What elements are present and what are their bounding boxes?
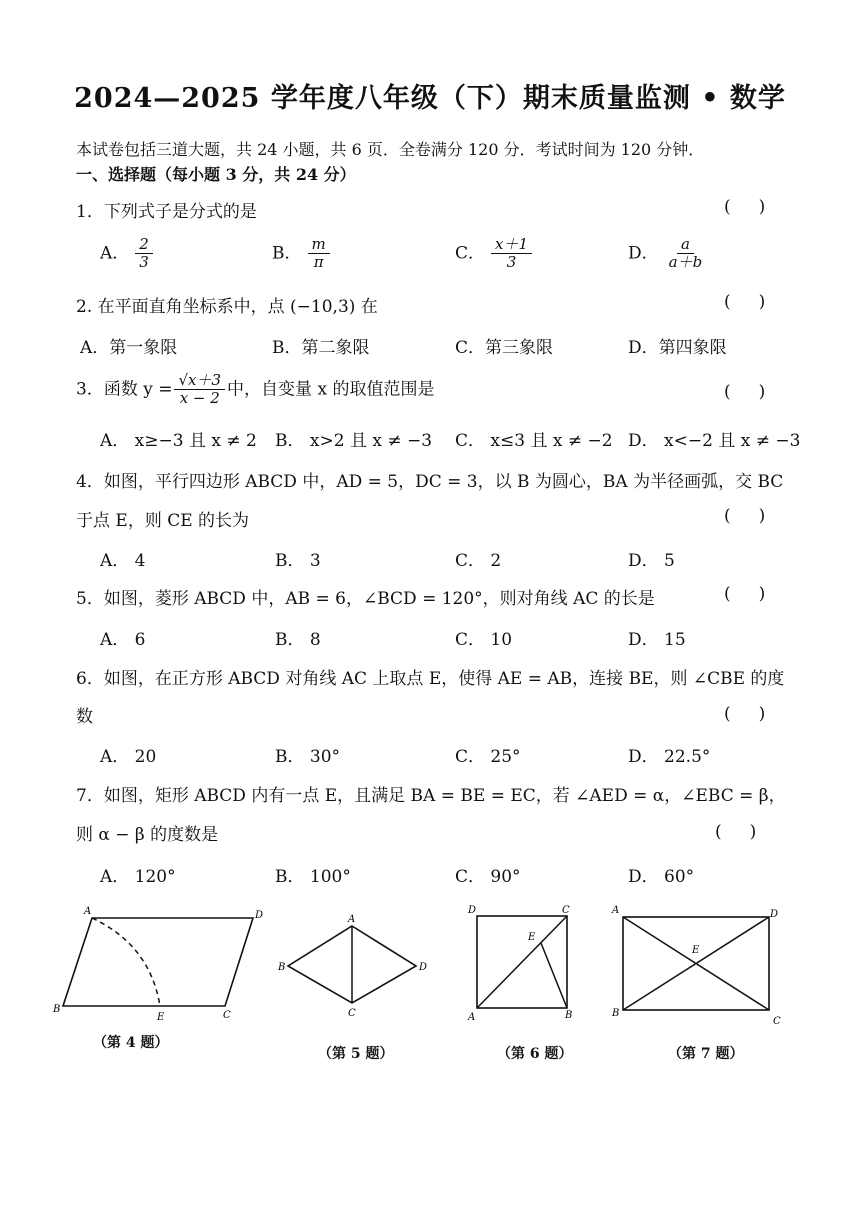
question-5-stem: 5．如图，菱形 ABCD 中，AB = 6，∠BCD = 120°，则对角线 AC 的长是	[76, 589, 655, 609]
fig4-label-a: A	[84, 906, 92, 917]
fig4-label-d: D	[255, 910, 264, 921]
question-4-stem-line2: 于点 E，则 CE 的长为	[76, 511, 250, 531]
fig6-label-e: E	[528, 932, 536, 943]
q2-option-b: B．第二象限	[272, 338, 370, 358]
figure-5-rhombus	[277, 914, 427, 1019]
q1-option-d: D． $\frac{a}{a+b}$	[628, 235, 703, 272]
fig6-label-b: B	[565, 1010, 573, 1021]
question-6-answer-paren: ()	[724, 704, 794, 724]
q6-option-c: C． 25°	[455, 747, 521, 767]
question-6-stem: 6．如图，在正方形 ABCD 对角线 AC 上取点 E，使得 AE = AB，连接 BE，则 ∠CBE 的度	[76, 669, 785, 689]
question-4-stem: 4．如图，平行四边形 ABCD 中，AD = 5，DC = 3，以 B 为圆心，BA 为半径画弧，交 BC	[76, 472, 784, 492]
question-2-stem: 2. 在平面直角坐标系中，点 (−10,3) 在	[76, 297, 378, 317]
fig7-label-b: B	[612, 1008, 620, 1019]
figure-6-square	[467, 905, 572, 1023]
fig5-label-c: C	[348, 1008, 356, 1019]
q3-option-c: C． x≤3 且 x ≠ −2	[455, 431, 613, 451]
q4-option-a: A． 4	[100, 551, 146, 571]
fig6-label-c: C	[562, 905, 570, 916]
q1-option-a: A． $\frac{2}{3}$	[100, 236, 153, 272]
q4-option-b: B． 3	[275, 551, 321, 571]
question-5-answer-paren: ()	[724, 584, 794, 604]
q1-option-b: B． $\frac{m}{\pi}$	[272, 236, 330, 272]
section-heading: 一、选择题（每小题 3 分，共 24 分）	[76, 165, 356, 184]
q7-option-c: C． 90°	[455, 867, 521, 887]
q7-option-a: A． 120°	[100, 867, 176, 887]
fig4-label-b: B	[53, 1004, 61, 1015]
figure-7-rectangle	[611, 905, 781, 1027]
q6-option-b: B． 30°	[275, 747, 341, 767]
fig6-label-d: D	[468, 905, 477, 916]
question-4-answer-paren: ()	[724, 506, 794, 526]
q3-option-b: B． x>2 且 x ≠ −3	[275, 431, 433, 451]
q5-option-c: C． 10	[455, 630, 513, 650]
question-1-stem: 1．下列式子是分式的是	[76, 202, 257, 222]
exam-title: 2024—2025 学年度八年级（下）期末质量监测 • 数学	[74, 83, 786, 114]
question-7-stem-line2: 则 α − β 的度数是	[76, 825, 219, 845]
q7-option-b: B． 100°	[275, 867, 351, 887]
fig7-label-e: E	[692, 945, 700, 956]
question-7-stem: 7．如图，矩形 ABCD 内有一点 E，且满足 BA = BE = EC，若 ∠AED = α，∠EBC = β，	[76, 786, 786, 806]
figure-6-caption: （第 6 题）	[497, 1046, 573, 1062]
question-3-answer-paren: ()	[724, 382, 794, 402]
fig4-label-c: C	[223, 1010, 231, 1021]
q5-option-a: A． 6	[100, 630, 146, 650]
q6-option-a: A． 20	[100, 747, 157, 767]
q2-option-a: A．第一象限	[80, 338, 178, 358]
fig5-label-d: D	[419, 962, 428, 973]
q5-option-d: D． 15	[628, 630, 686, 650]
q7-option-d: D． 60°	[628, 867, 695, 887]
q4-option-d: D． 5	[628, 551, 675, 571]
figure-4-parallelogram	[52, 906, 263, 1023]
question-6-stem-line2: 数	[76, 707, 93, 727]
q2-option-d: D．第四象限	[628, 338, 727, 358]
fig7-label-c: C	[773, 1016, 781, 1027]
fig7-label-d: D	[770, 909, 779, 920]
q5-option-b: B． 8	[275, 630, 321, 650]
q3-option-d: D． x<−2 且 x ≠ −3	[628, 431, 801, 451]
figure-7-caption: （第 7 题）	[668, 1046, 744, 1062]
q6-option-d: D． 22.5°	[628, 747, 711, 767]
question-1-answer-paren: ()	[724, 197, 794, 217]
fig7-label-a: A	[612, 905, 620, 916]
figure-5-caption: （第 5 题）	[318, 1046, 394, 1062]
figure-4-arc	[92, 918, 160, 1006]
q1-option-c: C． $\frac{x+1}{3}$	[455, 236, 532, 272]
exam-intro: 本试卷包括三道大题，共 24 小题，共 6 页．全卷满分 120 分．考试时间为 120 分钟．	[76, 140, 705, 159]
question-3-stem: 3．函数 y = $\frac{√x+3}{x - 2}$ 中，自变量 x 的取值范围是	[76, 371, 435, 408]
q3-option-a: A． x≥−3 且 x ≠ 2	[100, 431, 257, 451]
fig6-label-a: A	[468, 1012, 476, 1023]
figure-4-caption: （第 4 题）	[93, 1035, 169, 1051]
q2-option-c: C．第三象限	[455, 338, 554, 358]
question-7-answer-paren: ()	[715, 822, 785, 842]
question-2-answer-paren: ()	[724, 292, 794, 312]
fig5-label-b: B	[278, 962, 286, 973]
fig5-label-a: A	[348, 914, 356, 925]
q4-option-c: C． 2	[455, 551, 502, 571]
fig4-label-e: E	[157, 1012, 165, 1023]
